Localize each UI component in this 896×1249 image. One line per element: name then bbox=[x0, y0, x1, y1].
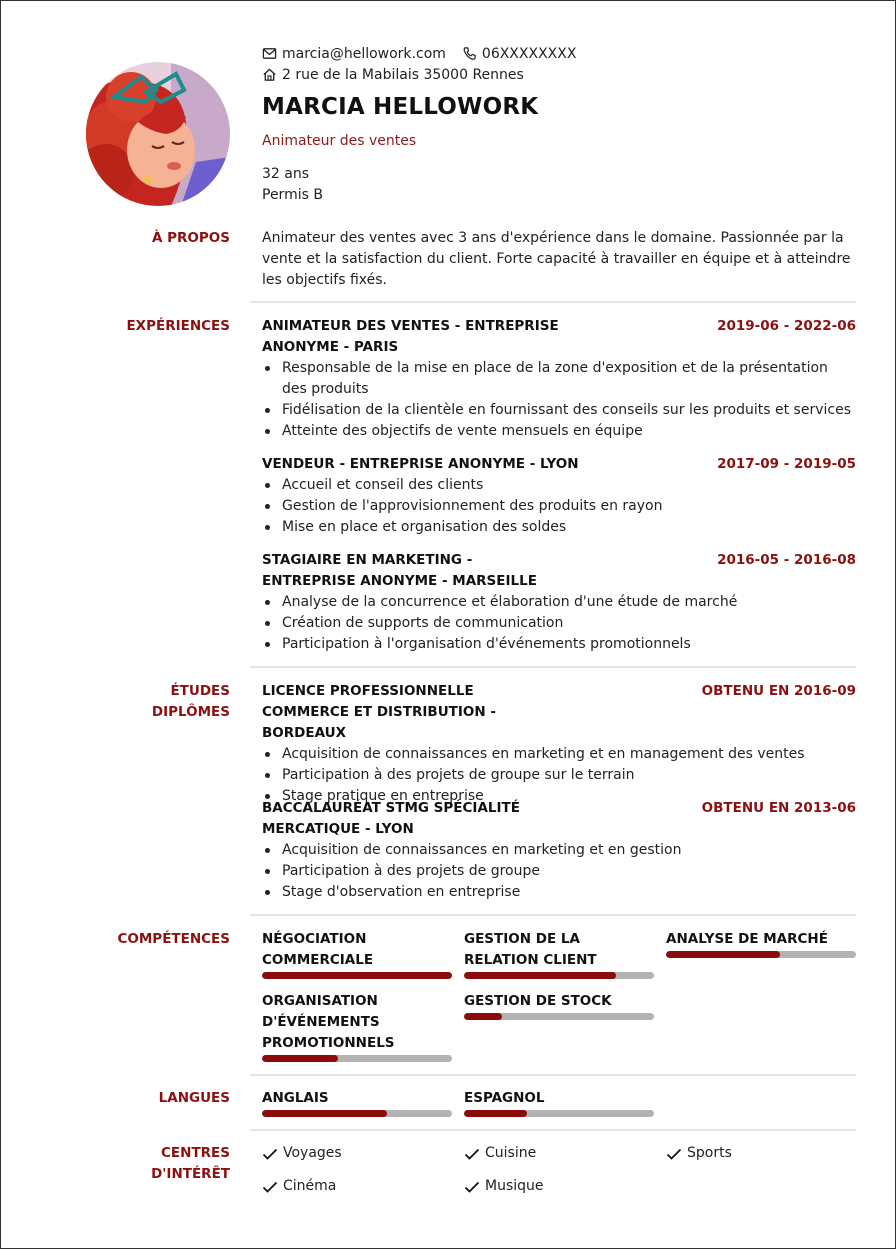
skill-level-bar bbox=[464, 1013, 654, 1020]
interest-item bbox=[262, 1176, 336, 1197]
list-item: Participation à des projets de groupe bbox=[262, 861, 856, 882]
skill-item bbox=[464, 929, 654, 979]
avatar-illustration bbox=[86, 62, 230, 206]
skill-item bbox=[666, 929, 856, 958]
entry-date: 2017-09 - 2019-05 bbox=[717, 456, 856, 472]
personal-info bbox=[262, 164, 862, 206]
list-item: Création de supports de communication bbox=[262, 613, 856, 634]
profile-photo bbox=[86, 62, 230, 206]
address-row bbox=[262, 64, 862, 85]
skill-item bbox=[464, 991, 654, 1020]
entry-date: OBTENU EN 2016-09 bbox=[701, 683, 856, 699]
skill-name: NÉGOCIATION COMMERCIALE bbox=[262, 931, 374, 968]
language-name: ESPAGNOL bbox=[464, 1090, 545, 1106]
section-label-education bbox=[61, 681, 230, 723]
email-item[interactable] bbox=[262, 46, 446, 62]
bullet-list bbox=[262, 358, 856, 442]
list-item: Responsable de la mise en place de la zone d'exposition et de la présentation des produits bbox=[262, 358, 856, 400]
skill-item bbox=[262, 929, 452, 979]
skill-level-fill bbox=[666, 951, 780, 958]
list-item: Participation à des projets de groupe sur le terrain bbox=[262, 765, 856, 786]
check-icon bbox=[262, 1147, 278, 1161]
experience-entry bbox=[262, 550, 856, 655]
skill-level-bar bbox=[464, 972, 654, 979]
skill-level-bar bbox=[666, 951, 856, 958]
check-icon bbox=[262, 1180, 278, 1194]
phone-icon bbox=[462, 46, 477, 61]
check-icon bbox=[464, 1180, 480, 1194]
driving-license: Permis B bbox=[262, 187, 323, 203]
interest-item bbox=[262, 1143, 342, 1164]
address-text: 2 rue de la Mabilais 35000 Rennes bbox=[282, 66, 524, 83]
skill-level-fill bbox=[262, 972, 452, 979]
interest-label: Voyages bbox=[283, 1145, 342, 1161]
entry-title: BACCALAURÉAT STMG SPÉCIALITÉ MERCATIQUE - LYON bbox=[262, 800, 520, 837]
entry-date: OBTENU EN 2013-06 bbox=[701, 800, 856, 816]
education-entry bbox=[262, 798, 856, 903]
skill-level-bar bbox=[262, 1055, 452, 1062]
section-label-line: DIPLÔMES bbox=[151, 704, 230, 720]
list-item: Analyse de la concurrence et élaboration d'une étude de marché bbox=[262, 592, 856, 613]
skill-item bbox=[262, 991, 452, 1062]
list-item: Accueil et conseil des clients bbox=[262, 475, 856, 496]
list-item: Fidélisation de la clientèle en fournissant des conseils sur les produits et services bbox=[262, 400, 856, 421]
divider bbox=[250, 301, 856, 303]
entry-title: STAGIAIRE EN MARKETING - ENTREPRISE ANONYME - MARSEILLE bbox=[262, 552, 537, 589]
section-label-languages: LANGUES bbox=[158, 1090, 230, 1106]
experience-entry bbox=[262, 316, 856, 442]
section-label-experiences: EXPÉRIENCES bbox=[126, 318, 230, 334]
section-label-line: ÉTUDES bbox=[170, 683, 230, 699]
email-text: marcia@hellowork.com bbox=[282, 45, 446, 62]
check-icon bbox=[464, 1147, 480, 1161]
section-label-about: À PROPOS bbox=[151, 230, 230, 246]
language-item bbox=[262, 1088, 452, 1117]
language-level-bar bbox=[464, 1110, 654, 1117]
phone-text: 06XXXXXXXX bbox=[481, 45, 577, 62]
language-level-bar bbox=[262, 1110, 452, 1117]
interest-label: Sports bbox=[687, 1145, 732, 1161]
divider bbox=[250, 914, 856, 916]
skill-level-fill bbox=[262, 1055, 338, 1062]
interest-label: Musique bbox=[485, 1178, 544, 1194]
skill-level-bar bbox=[262, 972, 452, 979]
divider bbox=[250, 1129, 856, 1131]
list-item: Acquisition de connaissances en marketing et en management des ventes bbox=[262, 744, 856, 765]
skill-name: ORGANISATION D'ÉVÉNEMENTS PROMOTIONNELS bbox=[262, 993, 395, 1051]
entry-title: VENDEUR - ENTREPRISE ANONYME - LYON bbox=[262, 456, 579, 472]
language-level-fill bbox=[262, 1110, 387, 1117]
interest-item bbox=[464, 1143, 536, 1164]
job-title: Animateur des ventes bbox=[262, 133, 417, 149]
language-item bbox=[464, 1088, 654, 1117]
language-name: ANGLAIS bbox=[262, 1090, 329, 1106]
list-item: Stage d'observation en entreprise bbox=[262, 882, 856, 903]
section-label-line: CENTRES bbox=[161, 1145, 230, 1161]
phone-item[interactable] bbox=[462, 46, 577, 62]
education-entry bbox=[262, 681, 856, 807]
entry-title: ANIMATEUR DES VENTES - ENTREPRISE ANONYME - PARIS bbox=[262, 318, 559, 355]
section-label-interests bbox=[61, 1143, 230, 1185]
interest-item bbox=[666, 1143, 732, 1164]
bullet-list bbox=[262, 475, 856, 538]
language-level-fill bbox=[464, 1110, 527, 1117]
entry-date: 2016-05 - 2016-08 bbox=[717, 552, 856, 568]
header bbox=[262, 43, 862, 206]
skill-name: ANALYSE DE MARCHÉ bbox=[666, 931, 828, 947]
entry-date: 2019-06 - 2022-06 bbox=[717, 318, 856, 334]
divider bbox=[250, 1074, 856, 1076]
home-icon bbox=[262, 67, 277, 82]
list-item: Participation à l'organisation d'événements promotionnels bbox=[262, 634, 856, 655]
list-item: Acquisition de connaissances en marketing et en gestion bbox=[262, 840, 856, 861]
mail-icon bbox=[262, 46, 277, 61]
bullet-list bbox=[262, 592, 856, 655]
list-item: Mise en place et organisation des soldes bbox=[262, 517, 856, 538]
address-item bbox=[262, 67, 524, 83]
skill-name: GESTION DE LA RELATION CLIENT bbox=[464, 931, 597, 968]
skill-name: GESTION DE STOCK bbox=[464, 993, 612, 1009]
list-item: Atteinte des objectifs de vente mensuels en équipe bbox=[262, 421, 856, 442]
section-label-skills: COMPÉTENCES bbox=[117, 931, 230, 947]
about-text: Animateur des ventes avec 3 ans d'expérience dans le domaine. Passionnée par la vente et la satisfaction du client. Forte capacité à travailler en équipe et à atteindre les objectifs fixés. bbox=[262, 230, 851, 288]
experience-entry bbox=[262, 454, 856, 538]
skill-level-fill bbox=[464, 1013, 502, 1020]
check-icon bbox=[666, 1147, 682, 1161]
section-label-line: D'INTÉRÊT bbox=[151, 1166, 230, 1182]
candidate-name: MARCIA HELLOWORK bbox=[262, 94, 539, 120]
bullet-list bbox=[262, 840, 856, 903]
age: 32 ans bbox=[262, 166, 310, 182]
list-item: Stage pratique en entreprise bbox=[262, 786, 856, 807]
skill-level-fill bbox=[464, 972, 616, 979]
interest-item bbox=[464, 1176, 544, 1197]
contact-row bbox=[262, 43, 862, 64]
interest-label: Cuisine bbox=[485, 1145, 537, 1161]
list-item: Gestion de l'approvisionnement des produits en rayon bbox=[262, 496, 856, 517]
entry-title: LICENCE PROFESSIONNELLE COMMERCE ET DISTRIBUTION - BORDEAUX bbox=[262, 683, 496, 741]
divider bbox=[250, 666, 856, 668]
interest-label: Cinéma bbox=[283, 1178, 337, 1194]
